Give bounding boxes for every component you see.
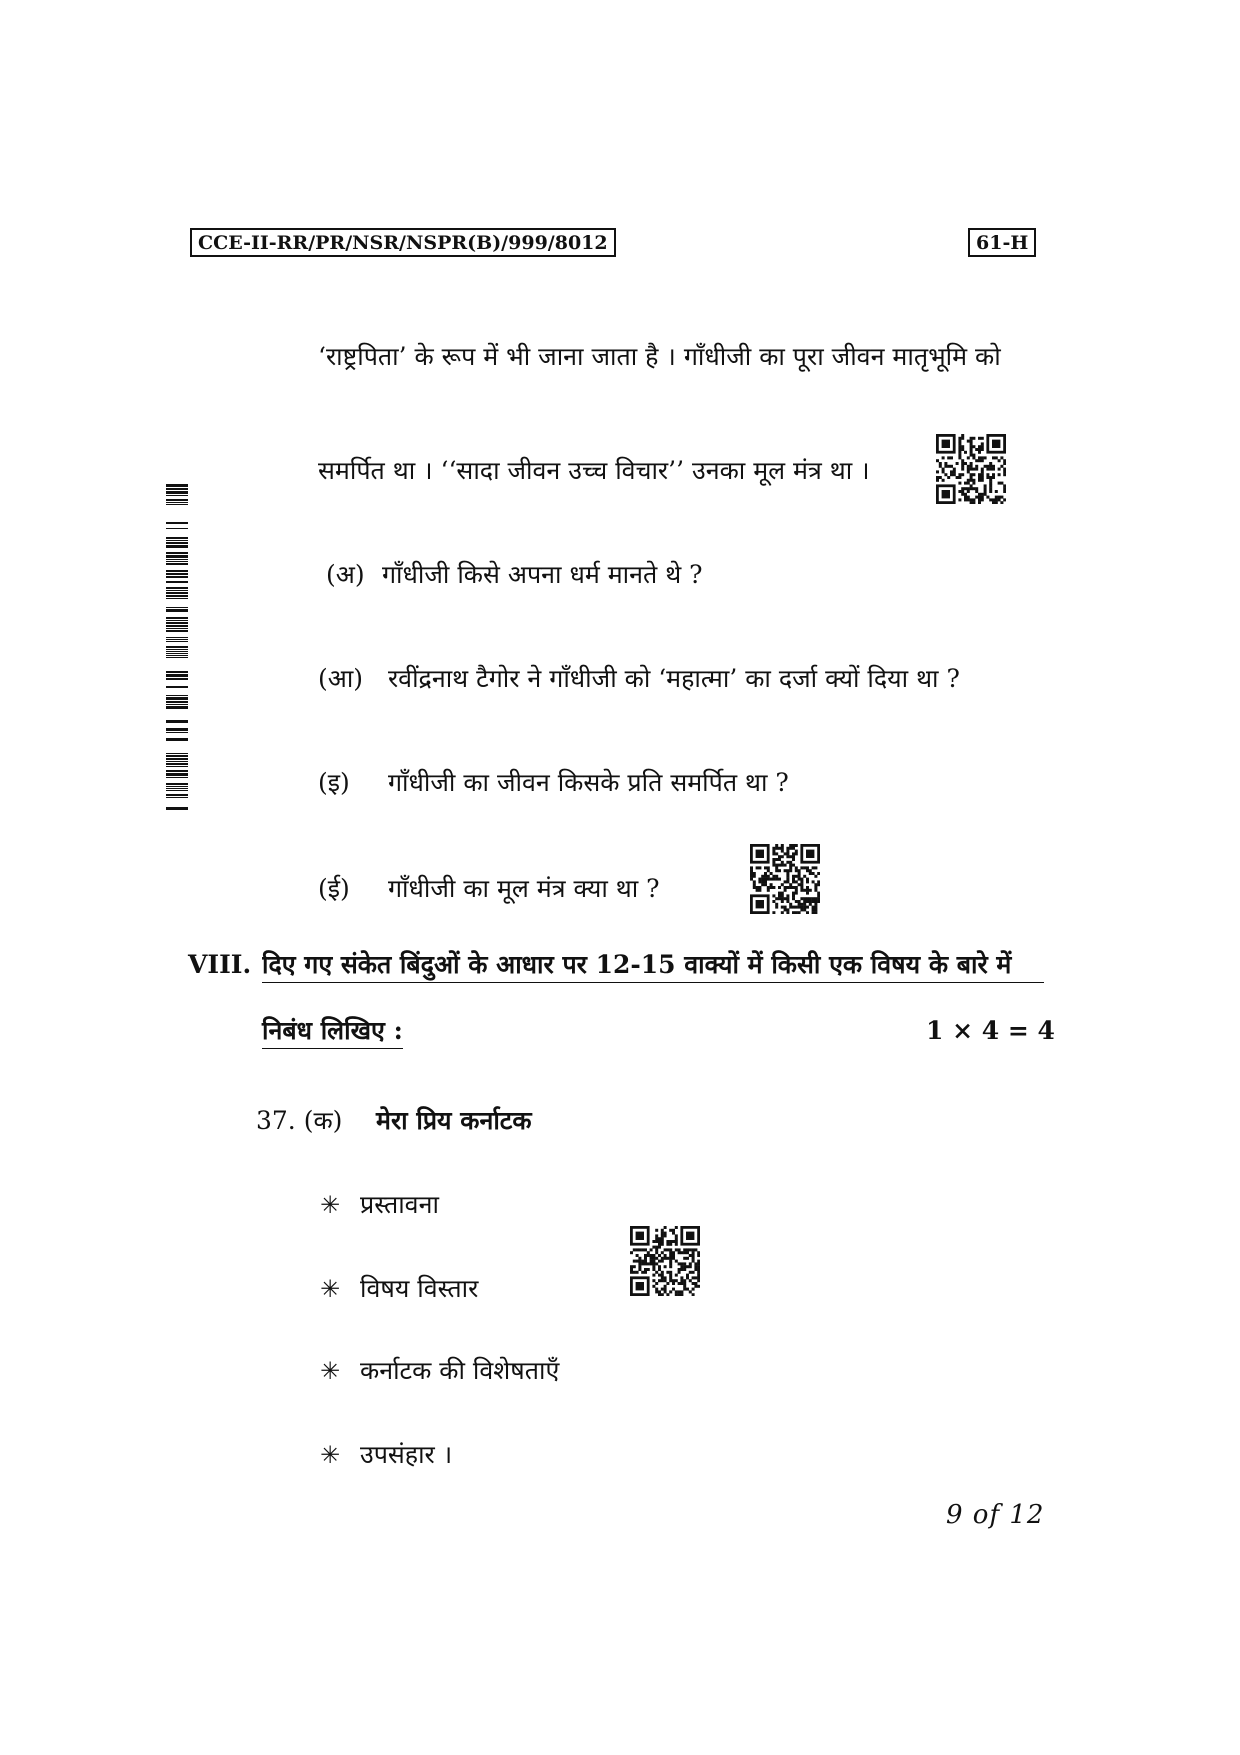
section-number: VIII.	[188, 950, 252, 979]
question-text: रवींद्रनाथ टैगोर ने गाँधीजी को ‘महात्मा’ का दर्जा क्यों दिया था ?	[387, 664, 960, 693]
barcode-image	[166, 482, 188, 812]
asterisk-icon: ✳	[320, 1191, 341, 1219]
exam-code: CCE-II-RR/PR/NSR/NSPR(B)/999/8012	[198, 232, 608, 254]
question-i	[318, 766, 789, 800]
essay-point	[320, 1354, 559, 1388]
passage-line-1: ‘राष्ट्रपिता’ के रूप में भी जाना जाता है । गाँधीजी का पूरा जीवन मातृभूमि को	[318, 342, 1001, 371]
essay-point	[320, 1272, 478, 1306]
question-label: (आ)	[318, 664, 364, 693]
qr-code-1	[936, 434, 1006, 504]
qr-code-2	[750, 844, 820, 914]
essay-title: मेरा प्रिय कर्नाटक	[376, 1106, 532, 1135]
question-label: (अ)	[326, 560, 365, 589]
section-marks: 1 × 4 = 4	[926, 1016, 1055, 1045]
paper-id-box	[968, 228, 1036, 257]
qr-code-3	[630, 1226, 700, 1296]
section-instruction-line-2: निबंध लिखिए :	[262, 1014, 403, 1049]
page-number: 9 of 12	[946, 1500, 1045, 1530]
question-text: गाँधीजी का जीवन किसके प्रति समर्पित था ?	[387, 768, 789, 797]
essay-number: 37. (क)	[256, 1106, 343, 1135]
question-label: (इ)	[318, 768, 350, 797]
qr-code-graphic	[630, 1226, 700, 1296]
paper-id: 61-H	[976, 232, 1029, 254]
question-a	[326, 558, 703, 592]
essay-point-text: प्रस्तावना	[360, 1190, 439, 1219]
qr-code-graphic	[750, 844, 820, 914]
exam-code-box	[190, 228, 616, 257]
asterisk-icon: ✳	[320, 1357, 341, 1385]
essay-point	[320, 1438, 452, 1472]
essay-point-text: उपसंहार ।	[360, 1440, 453, 1469]
question-text: गाँधीजी किसे अपना धर्म मानते थे ?	[381, 560, 703, 589]
essay-point-text: कर्नाटक की विशेषताएँ	[360, 1356, 560, 1385]
question-aa	[318, 662, 960, 696]
barcode-graphic	[166, 482, 188, 812]
section-instruction-line-1: दिए गए संकेत बिंदुओं के आधार पर 12-15 वाक्यों में किसी एक विषय के बारे में	[262, 948, 1044, 983]
passage-line-2: समर्पित था । ‘‘सादा जीवन उच्च विचार’’ उनका मूल मंत्र था ।	[318, 456, 870, 485]
question-text: गाँधीजी का मूल मंत्र क्या था ?	[387, 874, 660, 903]
question-label: (ई)	[318, 874, 350, 903]
question-ii	[318, 872, 660, 906]
qr-code-graphic	[936, 434, 1006, 504]
essay-point-text: विषय विस्तार	[360, 1274, 479, 1303]
asterisk-icon: ✳	[320, 1441, 341, 1469]
essay-point	[320, 1188, 439, 1222]
asterisk-icon: ✳	[320, 1275, 341, 1303]
